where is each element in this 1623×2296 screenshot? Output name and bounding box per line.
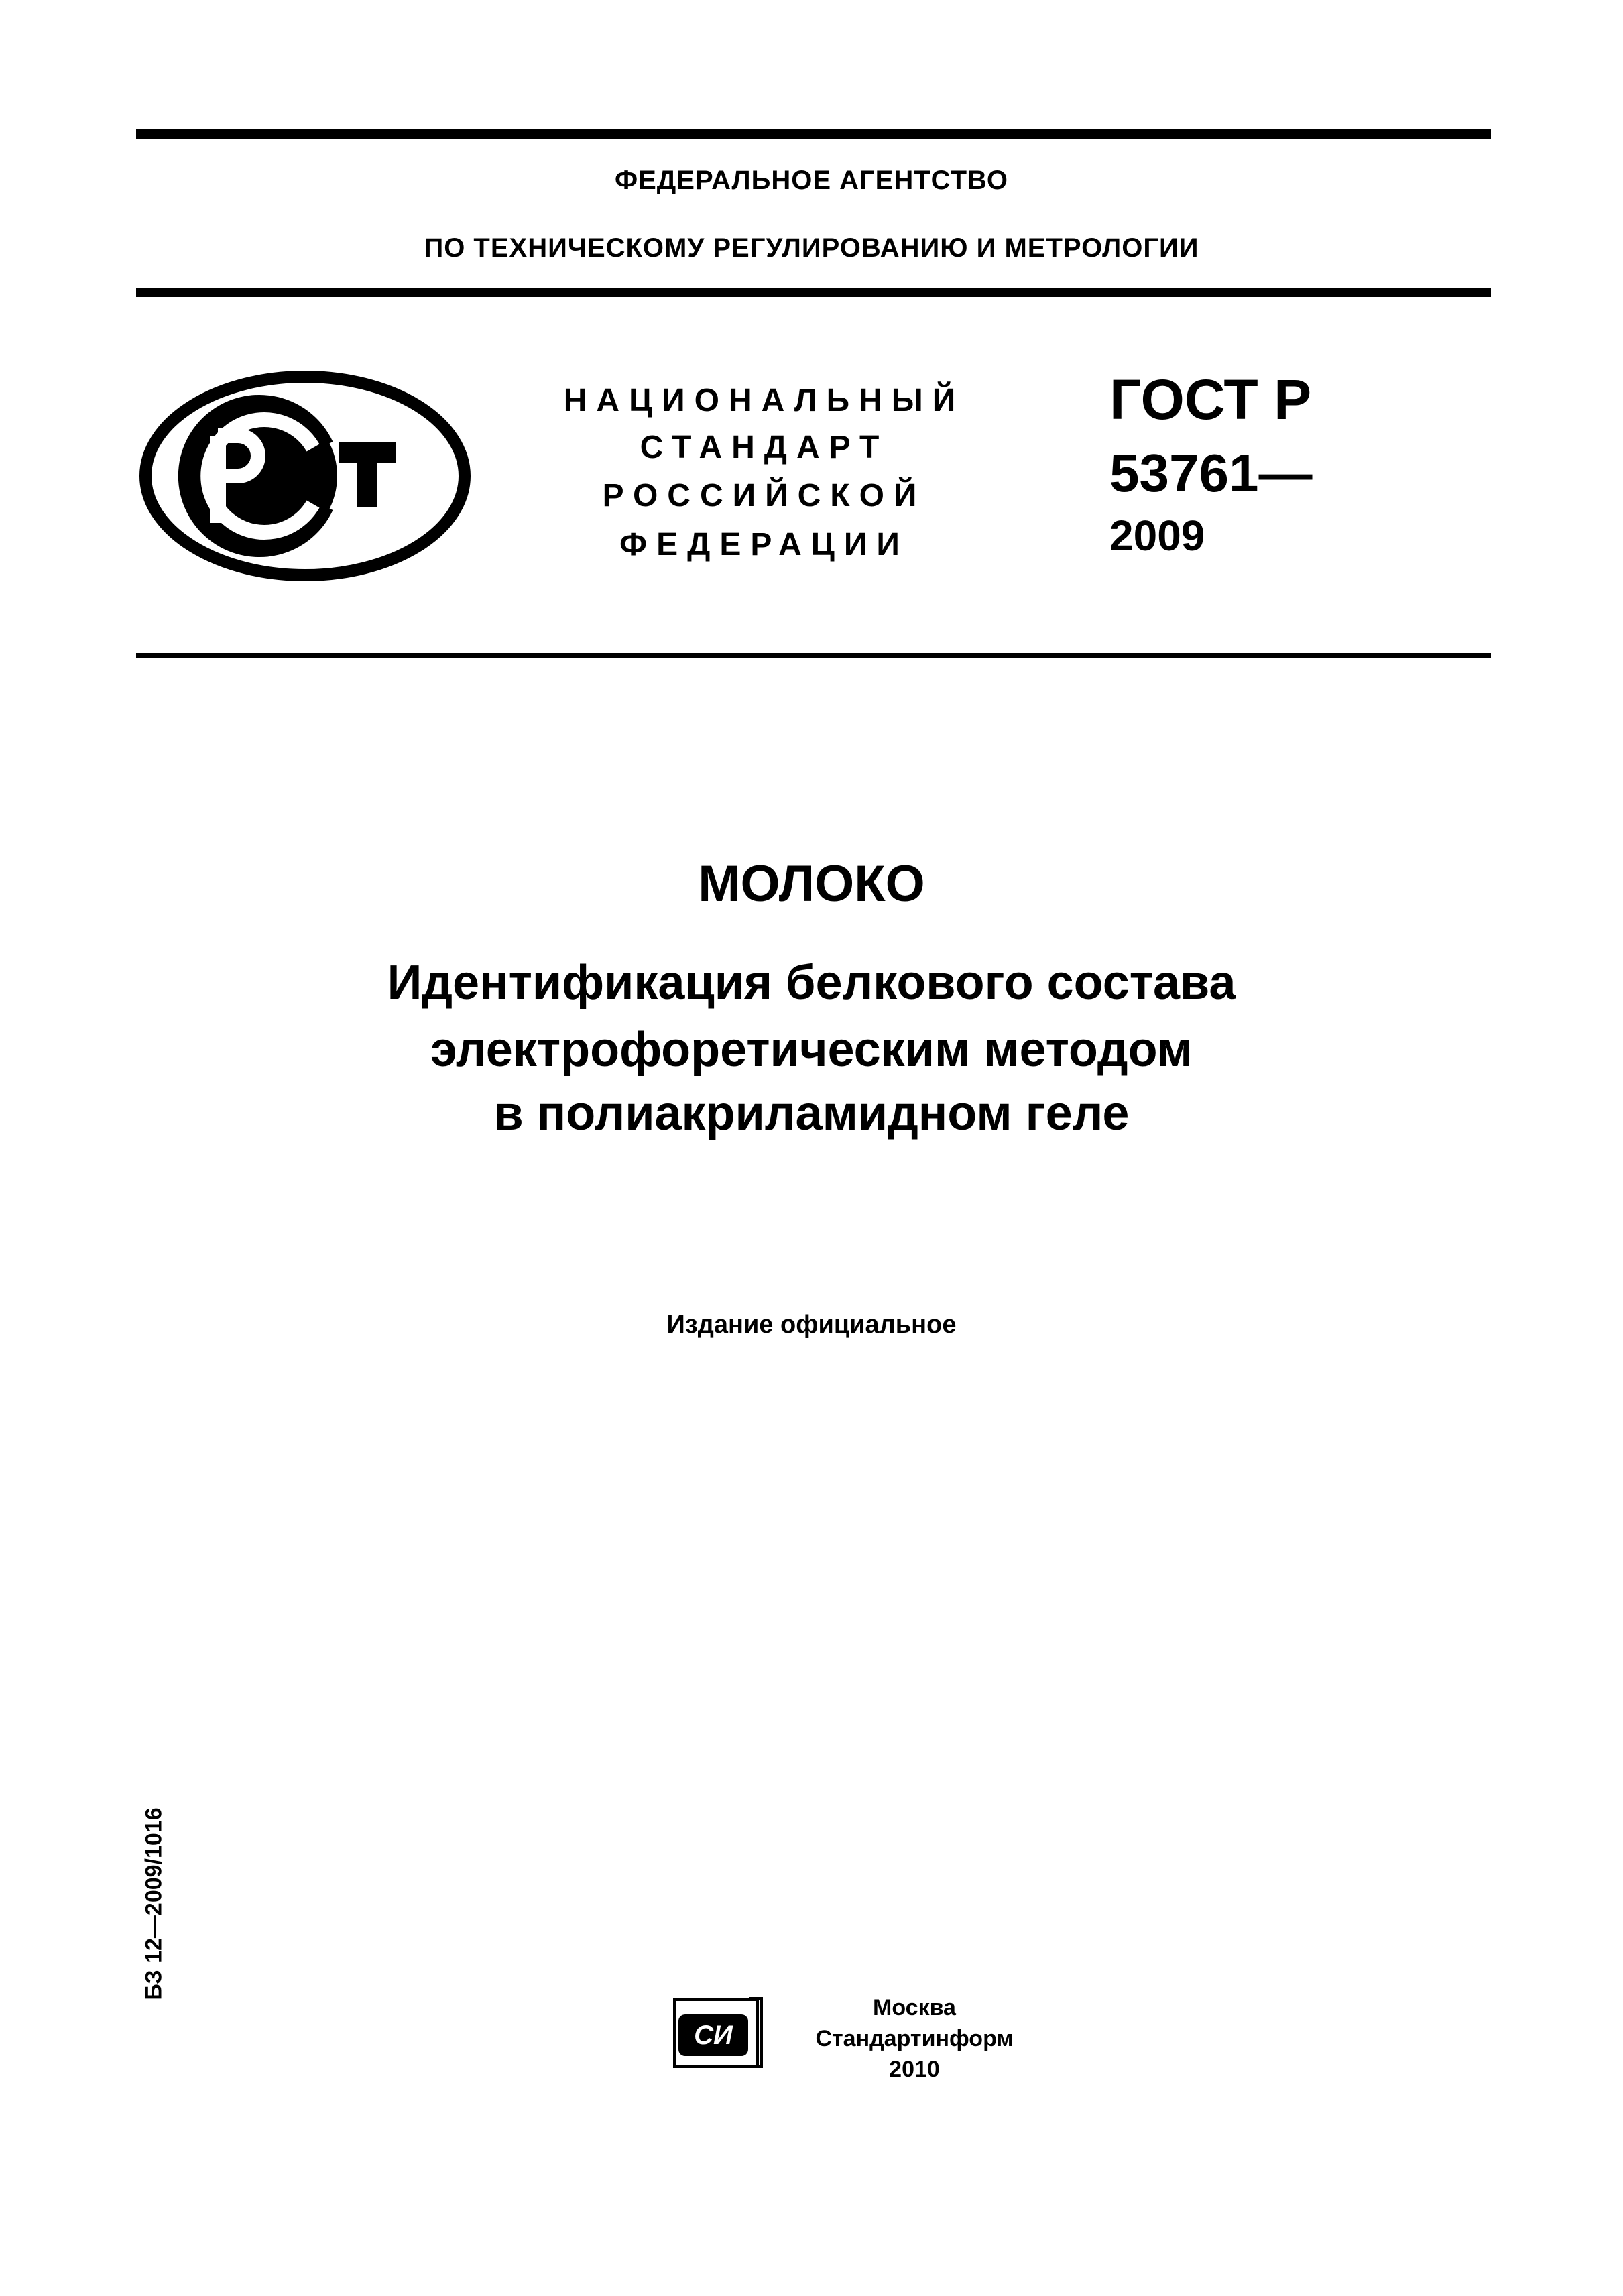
- national-line-4: ФЕДЕРАЦИИ: [619, 527, 909, 562]
- gost-year: 2009: [1109, 511, 1205, 560]
- document-subtitle-line-3: в полиакриламидном геле: [493, 1087, 1130, 1140]
- publisher-city: Москва: [873, 1995, 956, 2020]
- gost-number: 53761—: [1109, 443, 1313, 503]
- agency-line-1: ФЕДЕРАЛЬНОЕ АГЕНТСТВО: [614, 166, 1009, 195]
- standard-bottom-rule: [136, 653, 1491, 658]
- document-subtitle-line-2: электрофоретическим методом: [430, 1023, 1193, 1077]
- national-line-1: НАЦИОНАЛЬНЫЙ: [563, 383, 965, 418]
- document-subtitle-line-1: Идентификация белкового состава: [387, 956, 1236, 1010]
- agency-line-2: ПО ТЕХНИЧЕСКОМУ РЕГУЛИРОВАНИЮ И МЕТРОЛОГИИ: [424, 233, 1199, 263]
- standartinform-logo-letters: СИ: [694, 2020, 733, 2050]
- rst-emblem-icon: [137, 369, 473, 583]
- top-rule: [136, 129, 1491, 139]
- document-title: МОЛОКО: [698, 855, 925, 912]
- standartinform-logo-icon: [670, 1994, 764, 2071]
- side-code: БЗ 12—2009/1016: [141, 1807, 167, 2000]
- edition-label: Издание официальное: [666, 1311, 957, 1339]
- publisher-year: 2010: [889, 2057, 940, 2082]
- gost-designation: ГОСТ Р: [1109, 368, 1312, 431]
- national-line-3: РОССИЙСКОЙ: [602, 478, 926, 513]
- publisher-name: Стандартинформ: [815, 2026, 1014, 2051]
- national-line-2: СТАНДАРТ: [640, 430, 889, 465]
- header-bottom-rule: [136, 288, 1491, 297]
